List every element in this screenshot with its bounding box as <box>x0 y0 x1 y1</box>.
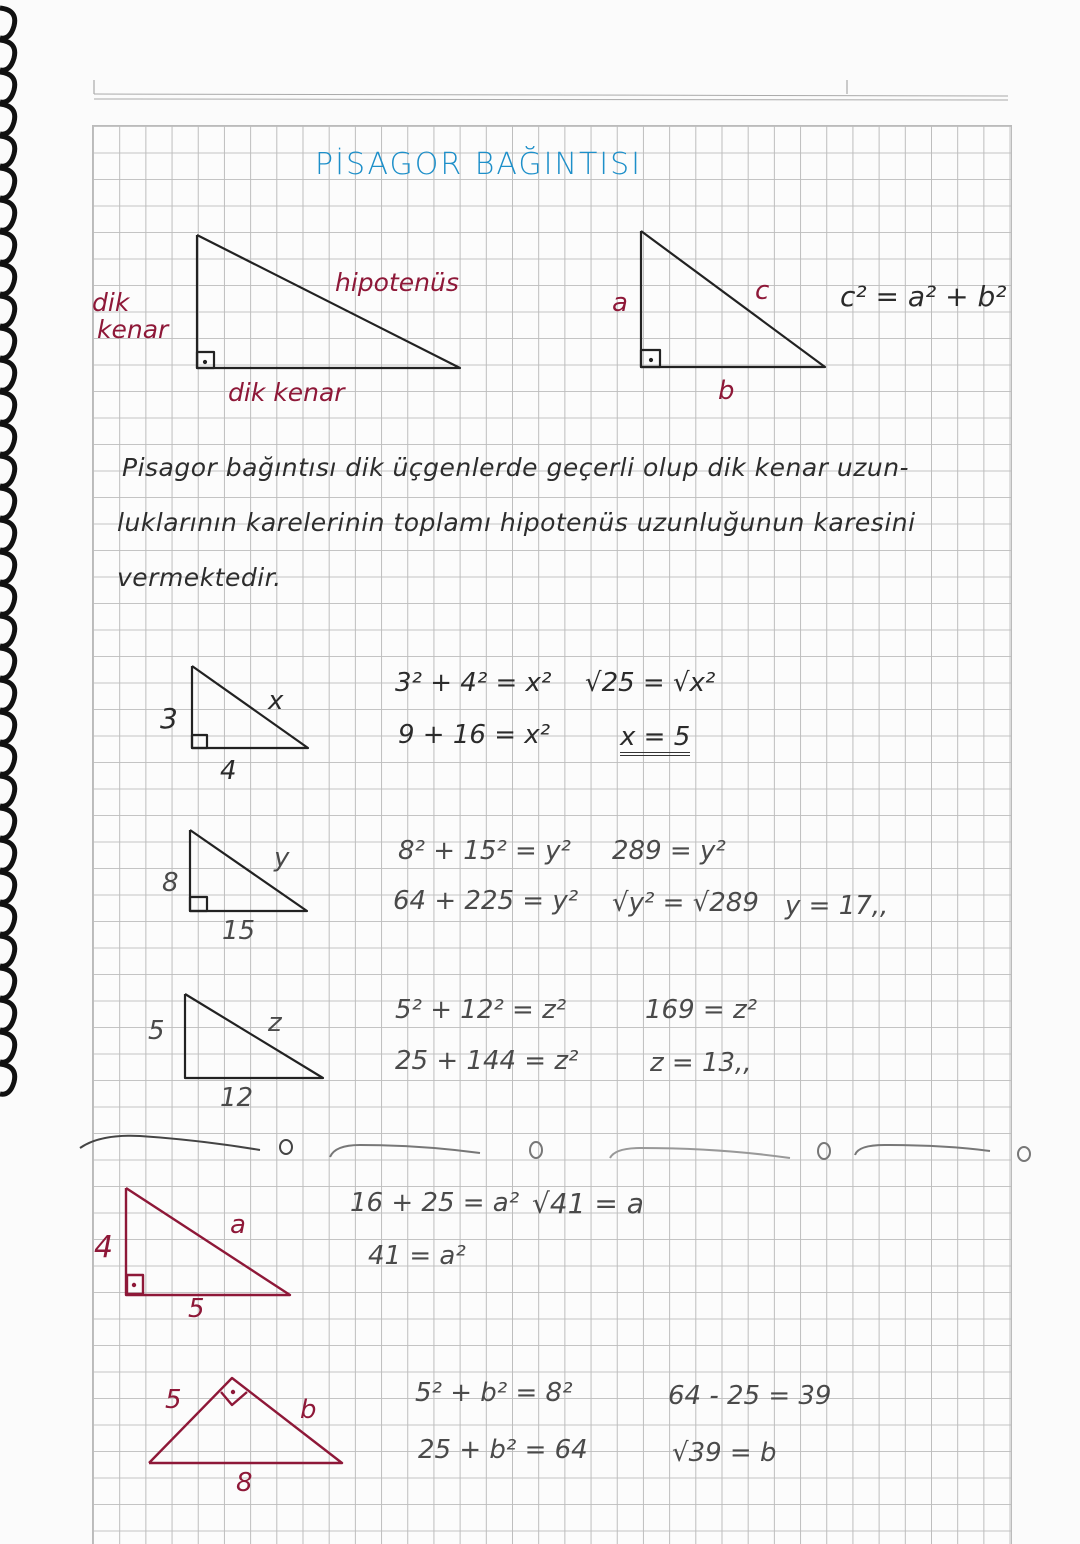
ex2-step-3: 289 = y² <box>612 836 726 866</box>
pr2-label-right-leg: b <box>300 1395 317 1425</box>
pr2-label-base: 8 <box>236 1468 253 1498</box>
pr1-step-1: 16 + 25 = a² <box>350 1188 520 1218</box>
ex2-step-2: 64 + 225 = y² <box>393 886 579 916</box>
ex2-step-1: 8² + 15² = y² <box>398 836 571 866</box>
pr1-step-2: 41 = a² <box>368 1241 466 1271</box>
ex2-result: y = 17,, <box>785 891 889 921</box>
triangle-abc <box>641 231 825 367</box>
paragraph-line-1: Pisagor bağıntısı dik üçgenlerde geçerli olup dik kenar uzun- <box>122 453 910 482</box>
paragraph-line-3: vermektedir. <box>117 563 282 592</box>
label-a: a <box>612 288 628 318</box>
ex3-label-hypotenuse: z <box>268 1008 282 1038</box>
pr2-label-left-leg: 5 <box>165 1385 182 1415</box>
ex2-label-vertical: 8 <box>162 868 179 898</box>
label-c: c <box>755 276 770 306</box>
ex1-result: x = 5 <box>620 724 690 756</box>
ex3-step-3: 169 = z² <box>645 995 758 1025</box>
pr2-result: √39 = b <box>672 1438 777 1468</box>
ex3-result: z = 13,, <box>650 1048 752 1078</box>
label-leg-vertical-line2: kenar <box>97 315 169 344</box>
triangle-example-1 <box>192 666 308 748</box>
ex1-step-3: √25 = √x² <box>585 668 716 698</box>
triangle-example-2 <box>190 830 307 911</box>
ex1-step-2: 9 + 16 = x² <box>398 720 551 750</box>
wavy-divider <box>80 1136 1030 1161</box>
label-leg-horizontal: dik kenar <box>228 378 345 407</box>
ex2-label-hypotenuse: y <box>274 843 290 873</box>
label-b: b <box>718 376 735 406</box>
ex2-step-4: √y² = √289 <box>612 888 759 918</box>
ex1-label-hypotenuse: x <box>268 686 284 716</box>
formula-pythagoras: c² = a² + b² <box>840 280 1007 313</box>
ex3-step-2: 25 + 144 = z² <box>395 1046 579 1076</box>
ex3-step-1: 5² + 12² = z² <box>395 995 567 1025</box>
ex1-step-1: 3² + 4² = x² <box>395 668 552 698</box>
triangle-named-sides <box>197 235 460 368</box>
ex1-label-vertical: 3 <box>160 702 178 735</box>
ex2-label-horizontal: 15 <box>222 916 256 946</box>
label-leg-vertical-line1: dik <box>92 288 130 317</box>
pr1-label-horizontal: 5 <box>188 1294 205 1324</box>
ex1-label-horizontal: 4 <box>220 756 237 786</box>
pr2-step-3: 64 - 25 = 39 <box>668 1381 832 1411</box>
paragraph-line-2: luklarının karelerinin toplamı hipotenüs uzunluğunun karesini <box>117 508 916 537</box>
ex3-label-horizontal: 12 <box>220 1083 254 1113</box>
pr2-step-2: 25 + b² = 64 <box>418 1435 588 1465</box>
page-title: PİSAGOR BAĞINTISI <box>315 147 643 182</box>
ex3-label-vertical: 5 <box>148 1016 165 1046</box>
label-hypotenuse: hipotenüs <box>335 268 459 297</box>
pr1-label-hypotenuse: a <box>230 1210 246 1240</box>
pr2-step-1: 5² + b² = 8² <box>415 1378 573 1408</box>
triangle-practice-1 <box>126 1188 290 1295</box>
pr1-result: √41 = a <box>532 1187 644 1220</box>
pr1-label-vertical: 4 <box>94 1230 114 1265</box>
triangle-example-3 <box>185 994 323 1078</box>
